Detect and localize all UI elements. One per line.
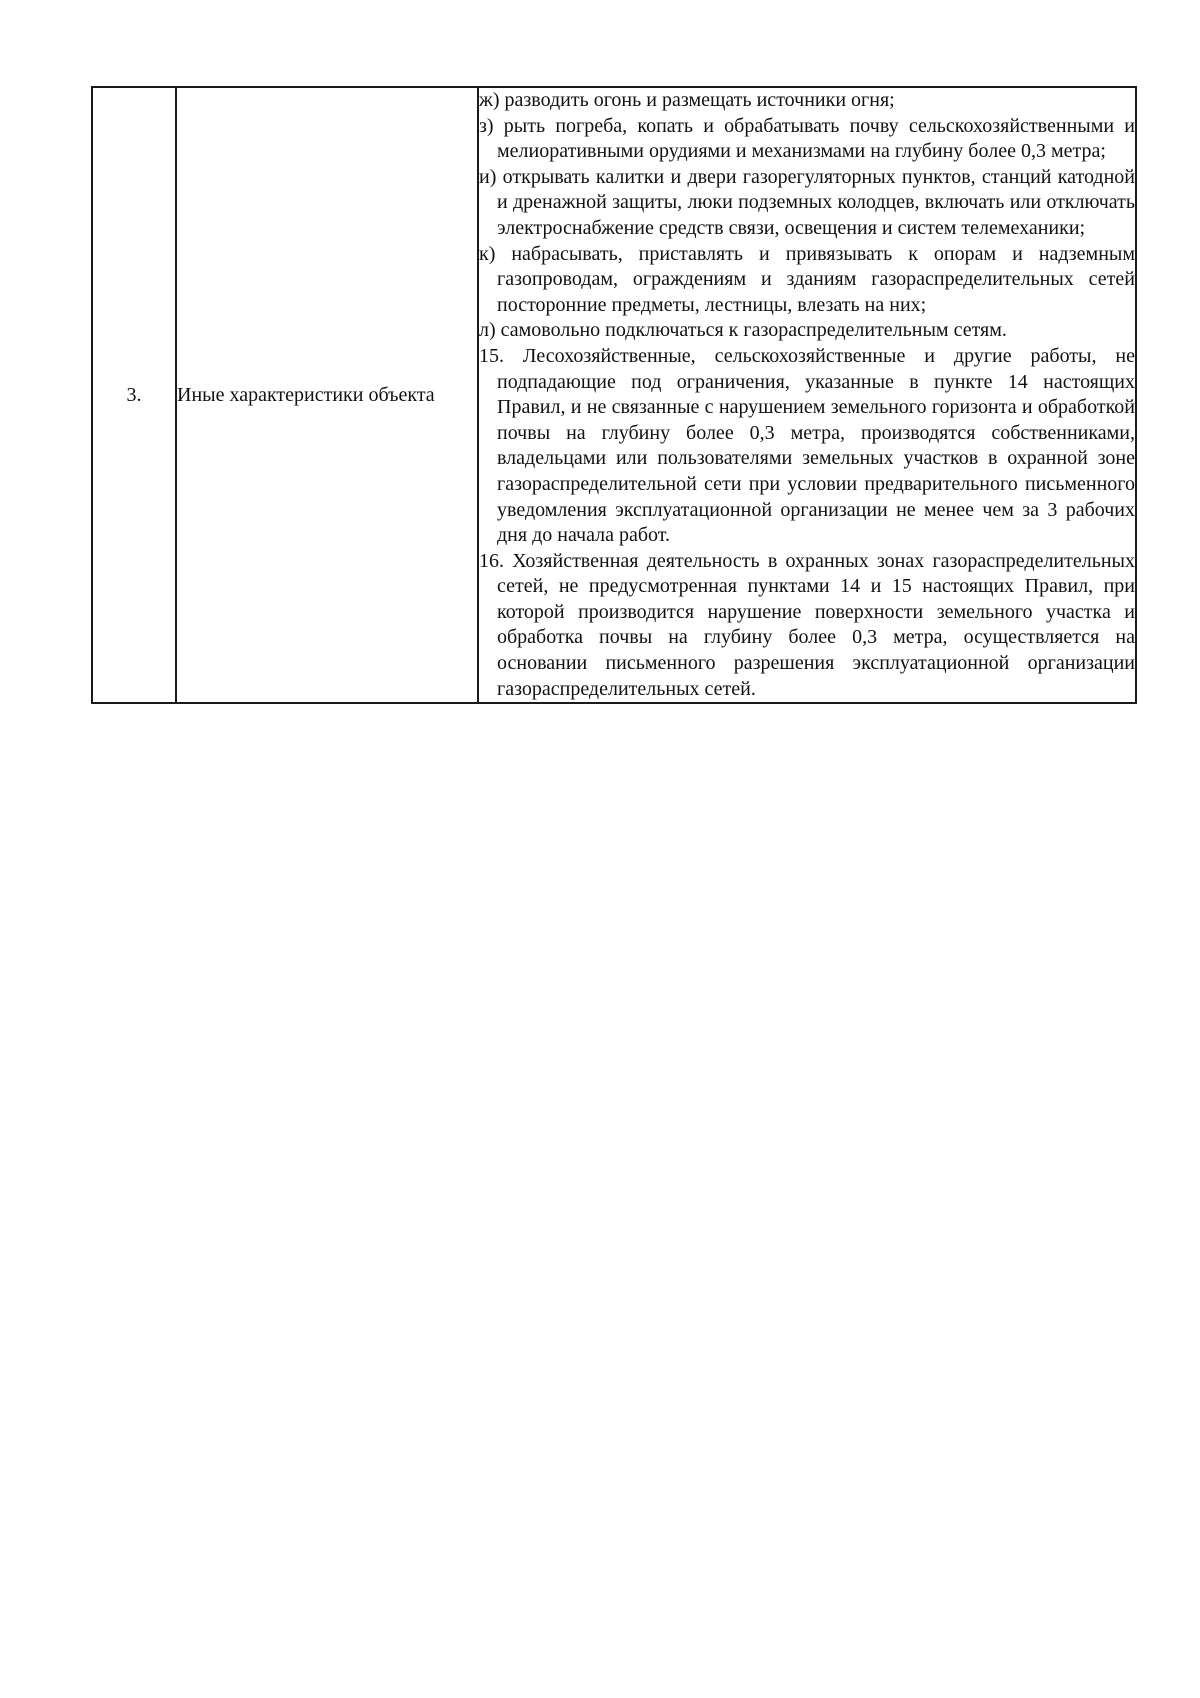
paragraph-z: з) рыть погреба, копать и обрабатывать почву сельскохозяйственными и мелиоративными орудиями и механизмами на глубину более 0,3 метра; (479, 114, 1135, 163)
row-description-cell (478, 87, 1136, 703)
paragraph-l: л) самовольно подключаться к газораспределительным сетям. (479, 319, 1007, 342)
paragraph-zh: ж) разводить огонь и размещать источники огня; (479, 89, 895, 111)
paragraph-15: 15. Лесохозяйственные, сельскохозяйственные и другие работы, не подпадающие под ограничения, указанные в пункте 14 настоящих Правил, и не связанные с нарушением земельного горизонта и обработкой почвы на глубину более 0,3 метра, производятся собственниками, владельцами или пользователями земельных участков в охранной зоне газораспределительной сети при условии предварительного письменного уведомления эксплуатационной организации не менее чем за 3 рабочих дня до начала работ. (479, 344, 1135, 547)
row-number: 3. (126, 383, 142, 406)
table-row (92, 87, 1136, 703)
row-name-cell (176, 87, 478, 703)
paragraph-i: и) открывать калитки и двери газорегуляторных пунктов, станций катодной и дренажной защиты, люки подземных колодцев, включать или отключать электроснабжение средств связи, освещения и систем телемеханики; (479, 165, 1135, 239)
row-number-cell (92, 87, 176, 703)
paragraph-k: к) набрасывать, приставлять и привязывать к опорам и надземным газопроводам, ограждениям и зданиям газораспределительных сетей посторонние предметы, лестницы, влезать на них; (479, 242, 1135, 316)
row-name: Иные характеристики объекта (177, 383, 435, 406)
paragraph-16: 16. Хозяйственная деятельность в охранных зонах газораспределительных сетей, не предусмотренная пунктами 14 и 15 настоящих Правил, при которой производится нарушение поверхности земельного участка и обработка почвы на глубину более 0,3 метра, осуществляется на основании письменного разрешения эксплуатационной организации газораспределительных сетей. (479, 549, 1135, 700)
characteristics-table (91, 86, 1137, 704)
